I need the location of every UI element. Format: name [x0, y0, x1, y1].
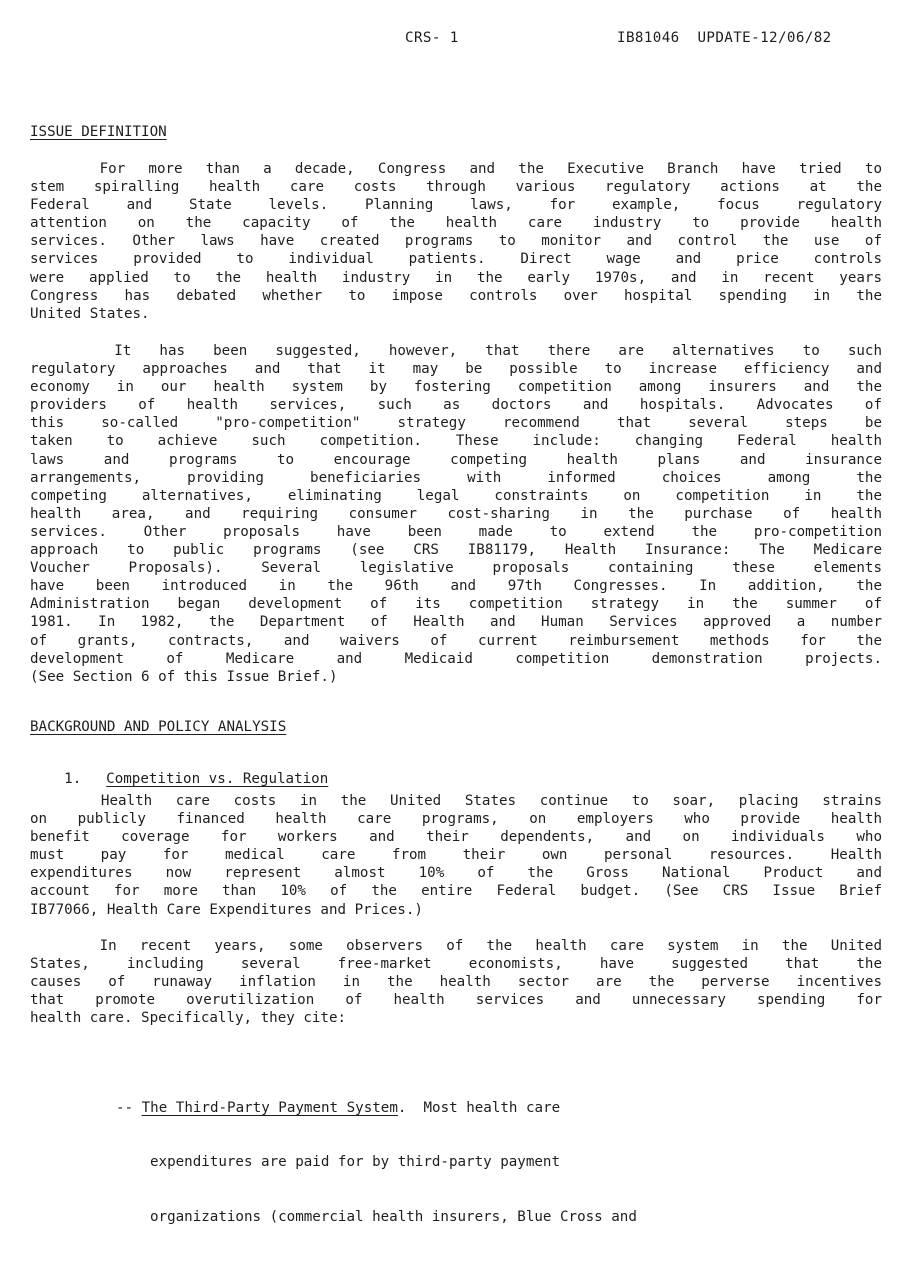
issue-definition-paragraph-2 [30, 342, 882, 686]
text-line: services. Other proposals have been made to extend the pro-competition [30, 523, 882, 540]
text-line: on publicly financed health care programs, on employers who provide health [30, 811, 882, 828]
section-title: Competition vs. Regulation [106, 771, 329, 787]
text-line: health area, and requiring consumer cost-sharing in the purchase of health [30, 505, 882, 522]
bullet-line: expenditures are paid for by third-party payment [150, 1154, 560, 1171]
text-line: account for more than 10% of the entire Federal budget. (See CRS Issue Brief [30, 883, 882, 900]
section-number: 1. [64, 771, 82, 787]
text-line: States, including several free-market economists, have suggested that the [30, 956, 882, 973]
text-line: causes of runaway inflation in the health sector are the perverse incentives [30, 974, 882, 991]
text-line: must pay for medical care from their own personal resources. Health [30, 847, 882, 864]
bullet-first-line [116, 1099, 637, 1117]
issue-brief-id-header: IB81046 UPDATE-12/06/82 [617, 30, 832, 46]
text-line: regulatory approaches and that it may be possible to increase efficiency and [30, 361, 882, 378]
issue-definition-heading: ISSUE DEFINITION [30, 124, 167, 140]
background-paragraph-1 [30, 792, 882, 919]
text-line: have been introduced in the 96th and 97th Congresses. In addition, the [30, 578, 882, 595]
bullet-line: organizations (commercial health insurers, Blue Cross and [150, 1208, 637, 1225]
text-line: were applied to the health industry in the early 1970s, and in recent years [30, 269, 882, 286]
bullet-lead-term: The Third-Party Payment System [141, 1100, 398, 1117]
text-line: of grants, contracts, and waivers of current reimbursement methods for the [30, 632, 882, 649]
text-line: Health care costs in the United States continue to soar, placing strains [30, 793, 882, 809]
text-line: arrangements, providing beneficiaries with informed choices among the [30, 469, 882, 486]
text-line: It has been suggested, however, that there are alternatives to such [30, 343, 882, 359]
text-line: (See Section 6 of this Issue Brief.) [30, 668, 338, 685]
text-line: competing alternatives, eliminating legal constraints on competition in the [30, 487, 882, 504]
page-number-header: CRS- 1 [405, 30, 459, 46]
background-paragraph-2 [30, 937, 882, 1027]
bullet-item [116, 1063, 637, 1262]
text-line: services. Other laws have created programs to monitor and control the use of [30, 233, 882, 250]
text-line: Federal and State levels. Planning laws, for example, focus regulatory [30, 197, 882, 214]
bullet-lead-rest: . Most health care [397, 1100, 561, 1117]
text-line: development of Medicare and Medicaid competition demonstration projects. [30, 650, 882, 667]
issue-definition-paragraph-1 [30, 160, 882, 323]
text-line: health care. Specifically, they cite: [30, 1010, 347, 1027]
text-line: IB77066, Health Care Expenditures and Prices.) [30, 901, 423, 918]
text-line: benefit coverage for workers and their dependents, and on individuals who [30, 829, 882, 846]
text-line: services provided to individual patients. Direct wage and price controls [30, 251, 882, 268]
bullet-dash: -- [116, 1100, 142, 1117]
text-line: 1981. In 1982, the Department of Health and Human Services approved a number [30, 614, 882, 631]
text-line: taken to achieve such competition. These include: changing Federal health [30, 433, 882, 450]
text-line: laws and programs to encourage competing health plans and insurance [30, 451, 882, 468]
text-line: that promote overutilization of health services and unnecessary spending for [30, 992, 882, 1009]
background-heading: BACKGROUND AND POLICY ANALYSIS [30, 719, 287, 735]
text-line: providers of health services, such as doctors and hospitals. Advocates of [30, 397, 882, 414]
text-line: this so-called "pro-competition" strategy recommend that several steps be [30, 415, 882, 432]
text-line: Congress has debated whether to impose controls over hospital spending in the [30, 287, 882, 304]
text-line: For more than a decade, Congress and the Executive Branch have tried to [30, 161, 882, 177]
text-line: economy in our health system by fostering competition among insurers and the [30, 379, 882, 396]
text-line: stem spiralling health care costs through various regulatory actions at the [30, 179, 882, 196]
text-line: United States. [30, 305, 150, 322]
text-line: In recent years, some observers of the health care system in the United [30, 938, 882, 954]
text-line: Administration began development of its competition strategy in the summer of [30, 596, 882, 613]
text-line: Voucher Proposals). Several legislative proposals containing these elements [30, 560, 882, 577]
text-line: expenditures now represent almost 10% of the Gross National Product and [30, 865, 882, 882]
text-line: attention on the capacity of the health care industry to provide health [30, 215, 882, 232]
text-line: approach to public programs (see CRS IB81179, Health Insurance: The Medicare [30, 542, 882, 559]
